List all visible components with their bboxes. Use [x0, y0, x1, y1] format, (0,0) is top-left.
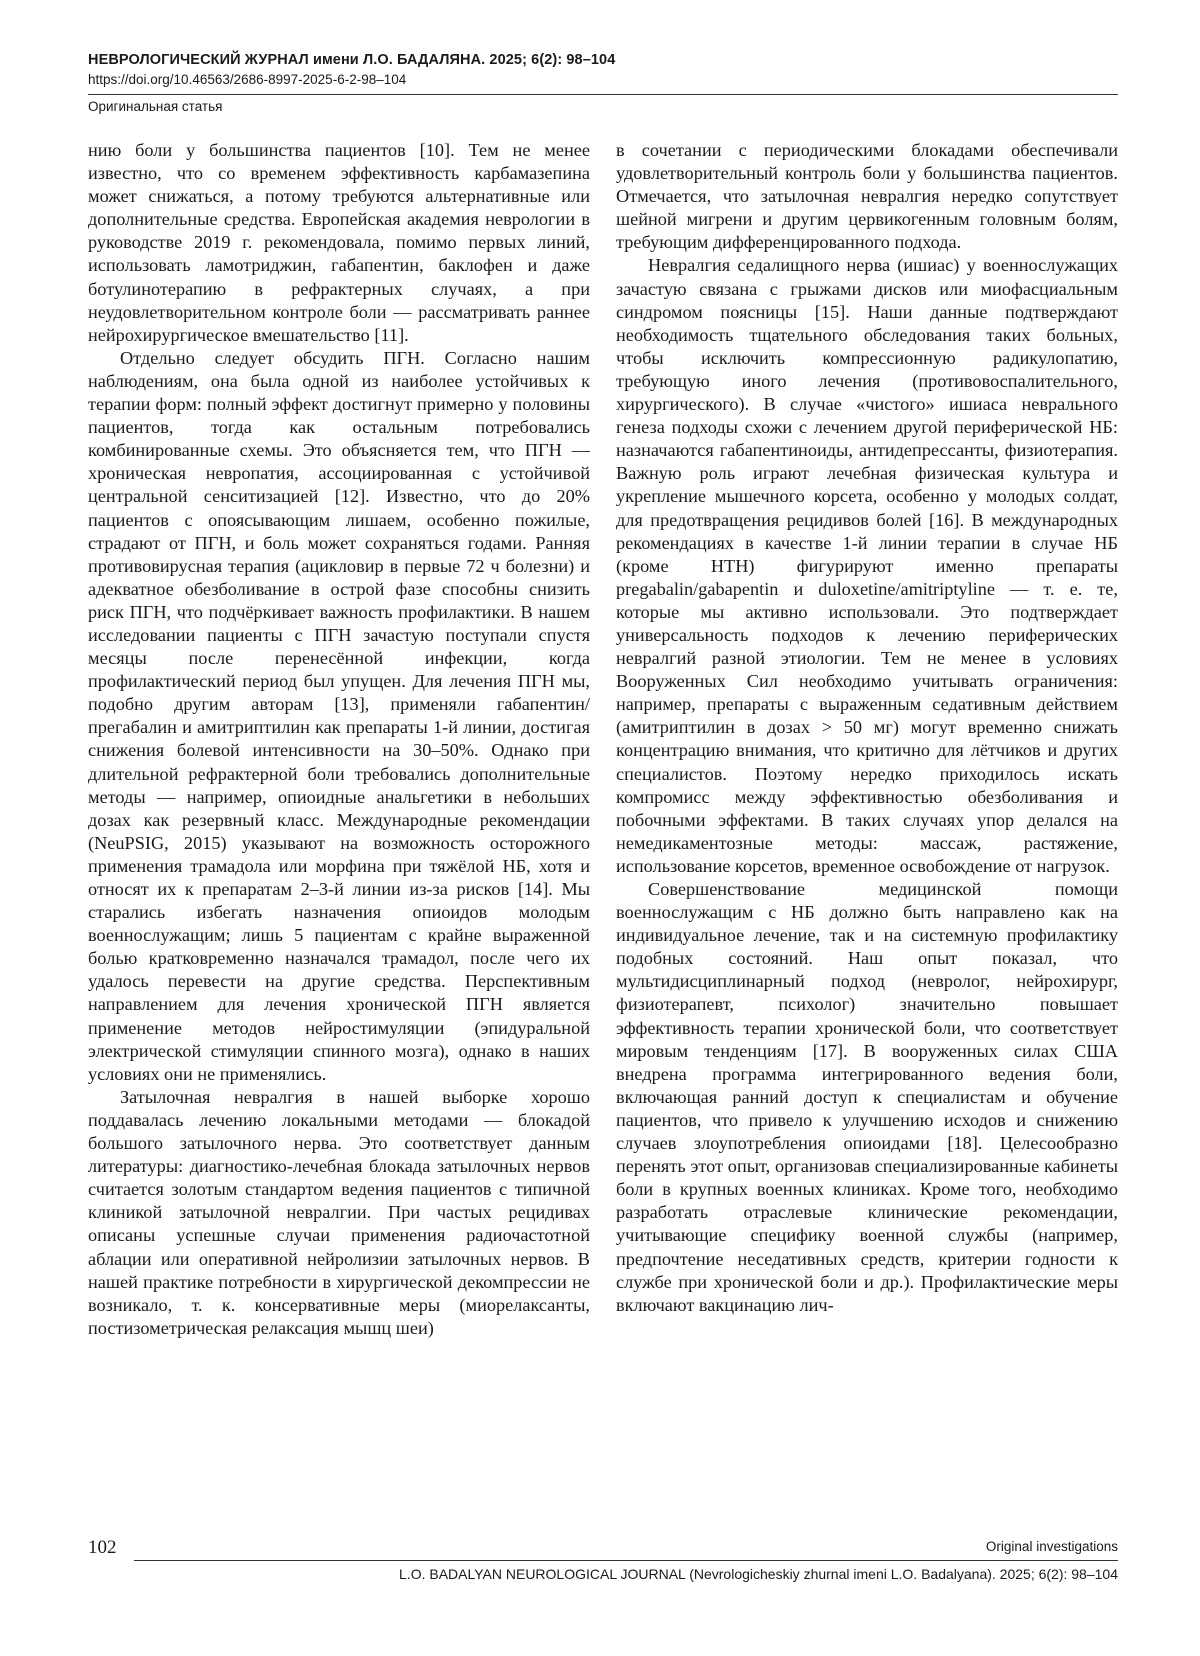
paragraph: Совершенствование медицинской помощи военнослужащим с НБ должно быть направлено как на индивидуальное лечение, так и на системную профилактику подобных состояний. Наш опыт показал, что мультидисциплинарный подход (невролог, нейрохирург, физиотерапевт, психолог) значительно повышает эффективность терапии хронической боли, что соответствует мировым тенденциям [17]. В вооруженных силах США внедрена программа интегрированного ведения боли, включающая ранний доступ к специалистам и обучение пациентов, что привело к улучшению исходов и снижению случаев злоупотребления опиоидами [18]. Целесообразно перенять этот опыт, организовав специализированные кабинеты боли в крупных военных клиниках. Кроме того, необходимо разработать отраслевые клинические рекомендации, учитывающие специфику военной службы (например, предпочтение неседативных средств, критерии годности к службе при хронической боли и др.). Профилактические меры включают вакцинацию лич- [616, 879, 1118, 1315]
page-number: 102 [88, 1537, 117, 1558]
right-column [616, 139, 1118, 1537]
paragraph: Невралгия седалищного нерва (ишиас) у военнослужащих зачастую связана с грыжами дисков или миофасциальным синдромом поясницы [15]. Наши данные подтверждают необходимость тщательного обследования таких больных, чтобы исключить компрессионную радикулопатию, требующую иного лечения (противовоспалительного, хирургического). В случае «чистого» ишиаса неврального генеза подходы схожи с лечением другой периферической НБ: назначаются габапентиноиды, антидепрессанты, физиотерапия. Важную роль играют лечебная физическая культура и укрепление мышечного корсета, особенно у молодых солдат, для предотвращения рецидивов болей [16]. В международных рекомендациях в качестве 1-й линии терапии в случае НБ (кроме НТН) фигурируют именно препараты pregabalin/gabapentin и duloxetine/amitriptyline — т. е. те, которые мы активно использовали. Это подтверждает универсальность подходов к лечению периферических невралгий разной этиологии. Тем не менее в условиях Вооруженных Сил необходимо учитывать ограничения: например, препараты с выраженным седативным действием (амитриптилин в дозах > 50 мг) могут временно снижать концентрацию внимания, что критично для лётчиков и других специалистов. Поэтому нередко приходилось искать компромисс между эффективностью обезболивания и побочными эффектами. В таких случаях упор делался на немедикаментозные методы: массаж, растяжение, использование корсетов, временное освобождение от нагрузок. [616, 255, 1118, 876]
paragraph: Отдельно следует обсудить ПГН. Согласно нашим наблюдениям, она была одной из наиболее устойчивых к терапии форм: полный эффект достигнут примерно у половины пациентов, тогда как остальным потребовались комбинированные схемы. Это объясняется тем, что ПГН — хроническая невропатия, ассоциированная с устойчивой центральной сенситизацией [12]. Известно, что до 20% пациентов с опоясывающим лишаем, особенно пожилые, страдают от ПГН, и боль может сохраняться годами. Ранняя противовирусная терапия (ацикловир в первые 72 ч болезни) и адекватное обезболивание в острой фазе способны снизить риск ПГН, что подчёркивает важность профилактики. В нашем исследовании пациенты с ПГН зачастую поступали спустя месяцы после перенесённой инфекции, когда профилактический период был упущен. Для лечения ПГН мы, подобно другим авторам [13], применяли габапентин/прегабалин и амитриптилин как препараты 1-й линии, достигая снижения болевой интенсивности на 30–50%. Однако при длительной рефрактерной боли требовались дополнительные методы — например, опиоидные анальгетики в небольших дозах как резервный класс. Международные рекомендации (NeuPSIG, 2015) указывают на возможность осторожного применения трамадола или морфина при тяжёлой НБ, хотя и относят их к препаратам 2–3-й линии из-за рисков [14]. Мы старались избегать назначения опиоидов молодым военнослужащим; лишь 5 пациентам с крайне выраженной болью кратковременно назначался трамадол, после чего их удалось перевести на другие средства. Перспективным направлением для лечения хронической ПГН является применение методов нейростимуляции (эпидуральной электрической стимуляции спинного мозга), однако в наших условиях они не применялись. [88, 347, 590, 1084]
journal-title: НЕВРОЛОГИЧЕСКИЙ ЖУРНАЛ имени Л.О. БАДАЛЯНА. 2025; 6(2): 98–104 [88, 52, 616, 68]
header-divider [88, 94, 1118, 95]
paragraph: Затылочная невралгия в нашей выборке хорошо поддавалась лечению локальными методами — блокадой большого затылочного нерва. Это соответствует данным литературы: диагностико-лечебная блокада затылочных нервов считается золотым стандартом ведения пациентов с типичной клиникой затылочной невралгии. При частых рецидивах описаны успешные случаи применения радиочастотной аблации или оперативной нейролизии затылочных нервов. В нашей практике потребности в хирургической декомпрессии не возникало, т. к. консервативные меры (миорелаксанты, постизометрическая релаксация мышц шеи) [88, 1086, 590, 1338]
section-label: Original investigations [985, 1539, 1118, 1554]
article-type: Оригинальная статья [88, 99, 223, 114]
paragraph: в сочетании с периодическими блокадами обеспечивали удовлетворительный контроль боли у большинства пациентов. Отмечается, что затылочная невралгия нередко сопутствует шейной мигрени и другим цервикогенным головным болям, требующим дифференцированного подхода. [616, 140, 1118, 253]
footer-journal: L.O. BADALYAN NEUROLOGICAL JOURNAL (Nevrologicheskiy zhurnal imeni L.O. Badalyana). 2025; 6(2): 98–104 [399, 1566, 1118, 1582]
doi-link[interactable]: https://doi.org/10.46563/2686-8997-2025-6-2-98–104 [88, 72, 407, 87]
footer-divider [134, 1560, 1118, 1561]
left-column [88, 139, 590, 1537]
paragraph: нию боли у большинства пациентов [10]. Тем не менее известно, что со временем эффективность карбамазепина может снижаться, а потому требуются альтернативные или дополнительные средства. Европейская академия неврологии в руководстве 2019 г. рекомендовала, помимо первых линий, использовать ламотриджин, габапентин, баклофен и даже ботулинотерапию в рефрактерных случаях, а при неудовлетворительном контроле боли — рассматривать раннее нейрохирургическое вмешательство [11]. [88, 140, 590, 345]
